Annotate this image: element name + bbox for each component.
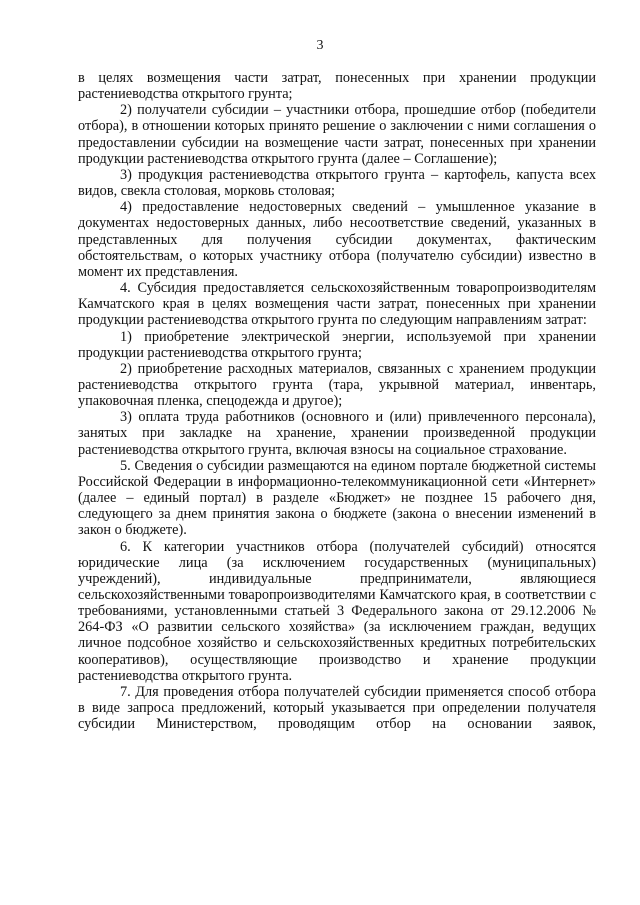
paragraph: 3) продукция растениеводства открытого грунта – картофель, капуста всех видов, свекла столовая, морковь столовая;	[78, 166, 596, 200]
document-body	[78, 70, 596, 732]
paragraph: 3) оплата труда работников (основного и (или) привлеченного персонала), занятых при закладке на хранение, хранении произведенной продукции растениеводства открытого грунта, включая взносы на социальное страхование.	[78, 409, 596, 458]
paragraph: 2) получатели субсидии – участники отбора, прошедшие отбор (победители отбора), в отношении которых принято решение о заключении с ними соглашения о предоставлении субсидии на возмещение части затрат, понесенных при хранении продукции растениеводства открытого грунта (далее – Соглашение);	[78, 102, 596, 167]
paragraph: 1) приобретение электрической энергии, используемой при хранении продукции растениеводства открытого грунта;	[78, 328, 596, 361]
paragraph: 6. К категории участников отбора (получателей субсидий) относятся юридические лица (за исключением государственных (муниципальных) учреждений), индивидуальные предприниматели, являющиеся сельскохозяйственными товаропроизводителями Камчатского края, в соответствии с требованиями, установленными статьей 3 Федерального закона от 29.12.2006 № 264-ФЗ «О развитии сельского хозяйства» (за исключением граждан, ведущих личное подсобное хозяйство и сельскохозяйственных кредитных потребительских кооперативов), осуществляющие производство и хранение продукции растениеводства открытого грунта.	[78, 538, 596, 684]
paragraph: в целях возмещения части затрат, понесенных при хранении продукции растениеводства открытого грунта;	[78, 70, 596, 103]
paragraph: 4. Субсидия предоставляется сельскохозяйственным товаропроизводителям Камчатского края в целях возмещения части затрат, понесенных при хранении продукции растениеводства открытого грунта по следующим направлениям затрат:	[78, 280, 596, 329]
paragraph: 5. Сведения о субсидии размещаются на едином портале бюджетной системы Российской Федерации в информационно-телекоммуникационной сети «Интернет» (далее – единый портал) в разделе «Бюджет» не позднее 15 рабочего дня, следующего за днем принятия закона о бюджете (закона о внесении изменений в закон о бюджете).	[78, 457, 596, 539]
paragraph: 2) приобретение расходных материалов, связанных с хранением продукции растениеводства открытого грунта (тара, укрывной материал, инвентарь, упаковочная пленка, спецодежда и другое);	[78, 360, 596, 410]
paragraph: 7. Для проведения отбора получателей субсидии применяется способ отбора в виде запроса предложений, который указывается при определении получателя субсидии Министерством, проводящим отбор на основании заявок,	[78, 683, 596, 733]
paragraph: 4) предоставление недостоверных сведений – умышленное указание в документах недостоверных данных, либо несоответствие сведений, указанных в представленных для получения субсидии документах, фактическим обстоятельствам, о которых участнику отбора (получателю субсидии) известно в момент их представления.	[78, 199, 596, 280]
page-number: 3	[316, 38, 324, 53]
